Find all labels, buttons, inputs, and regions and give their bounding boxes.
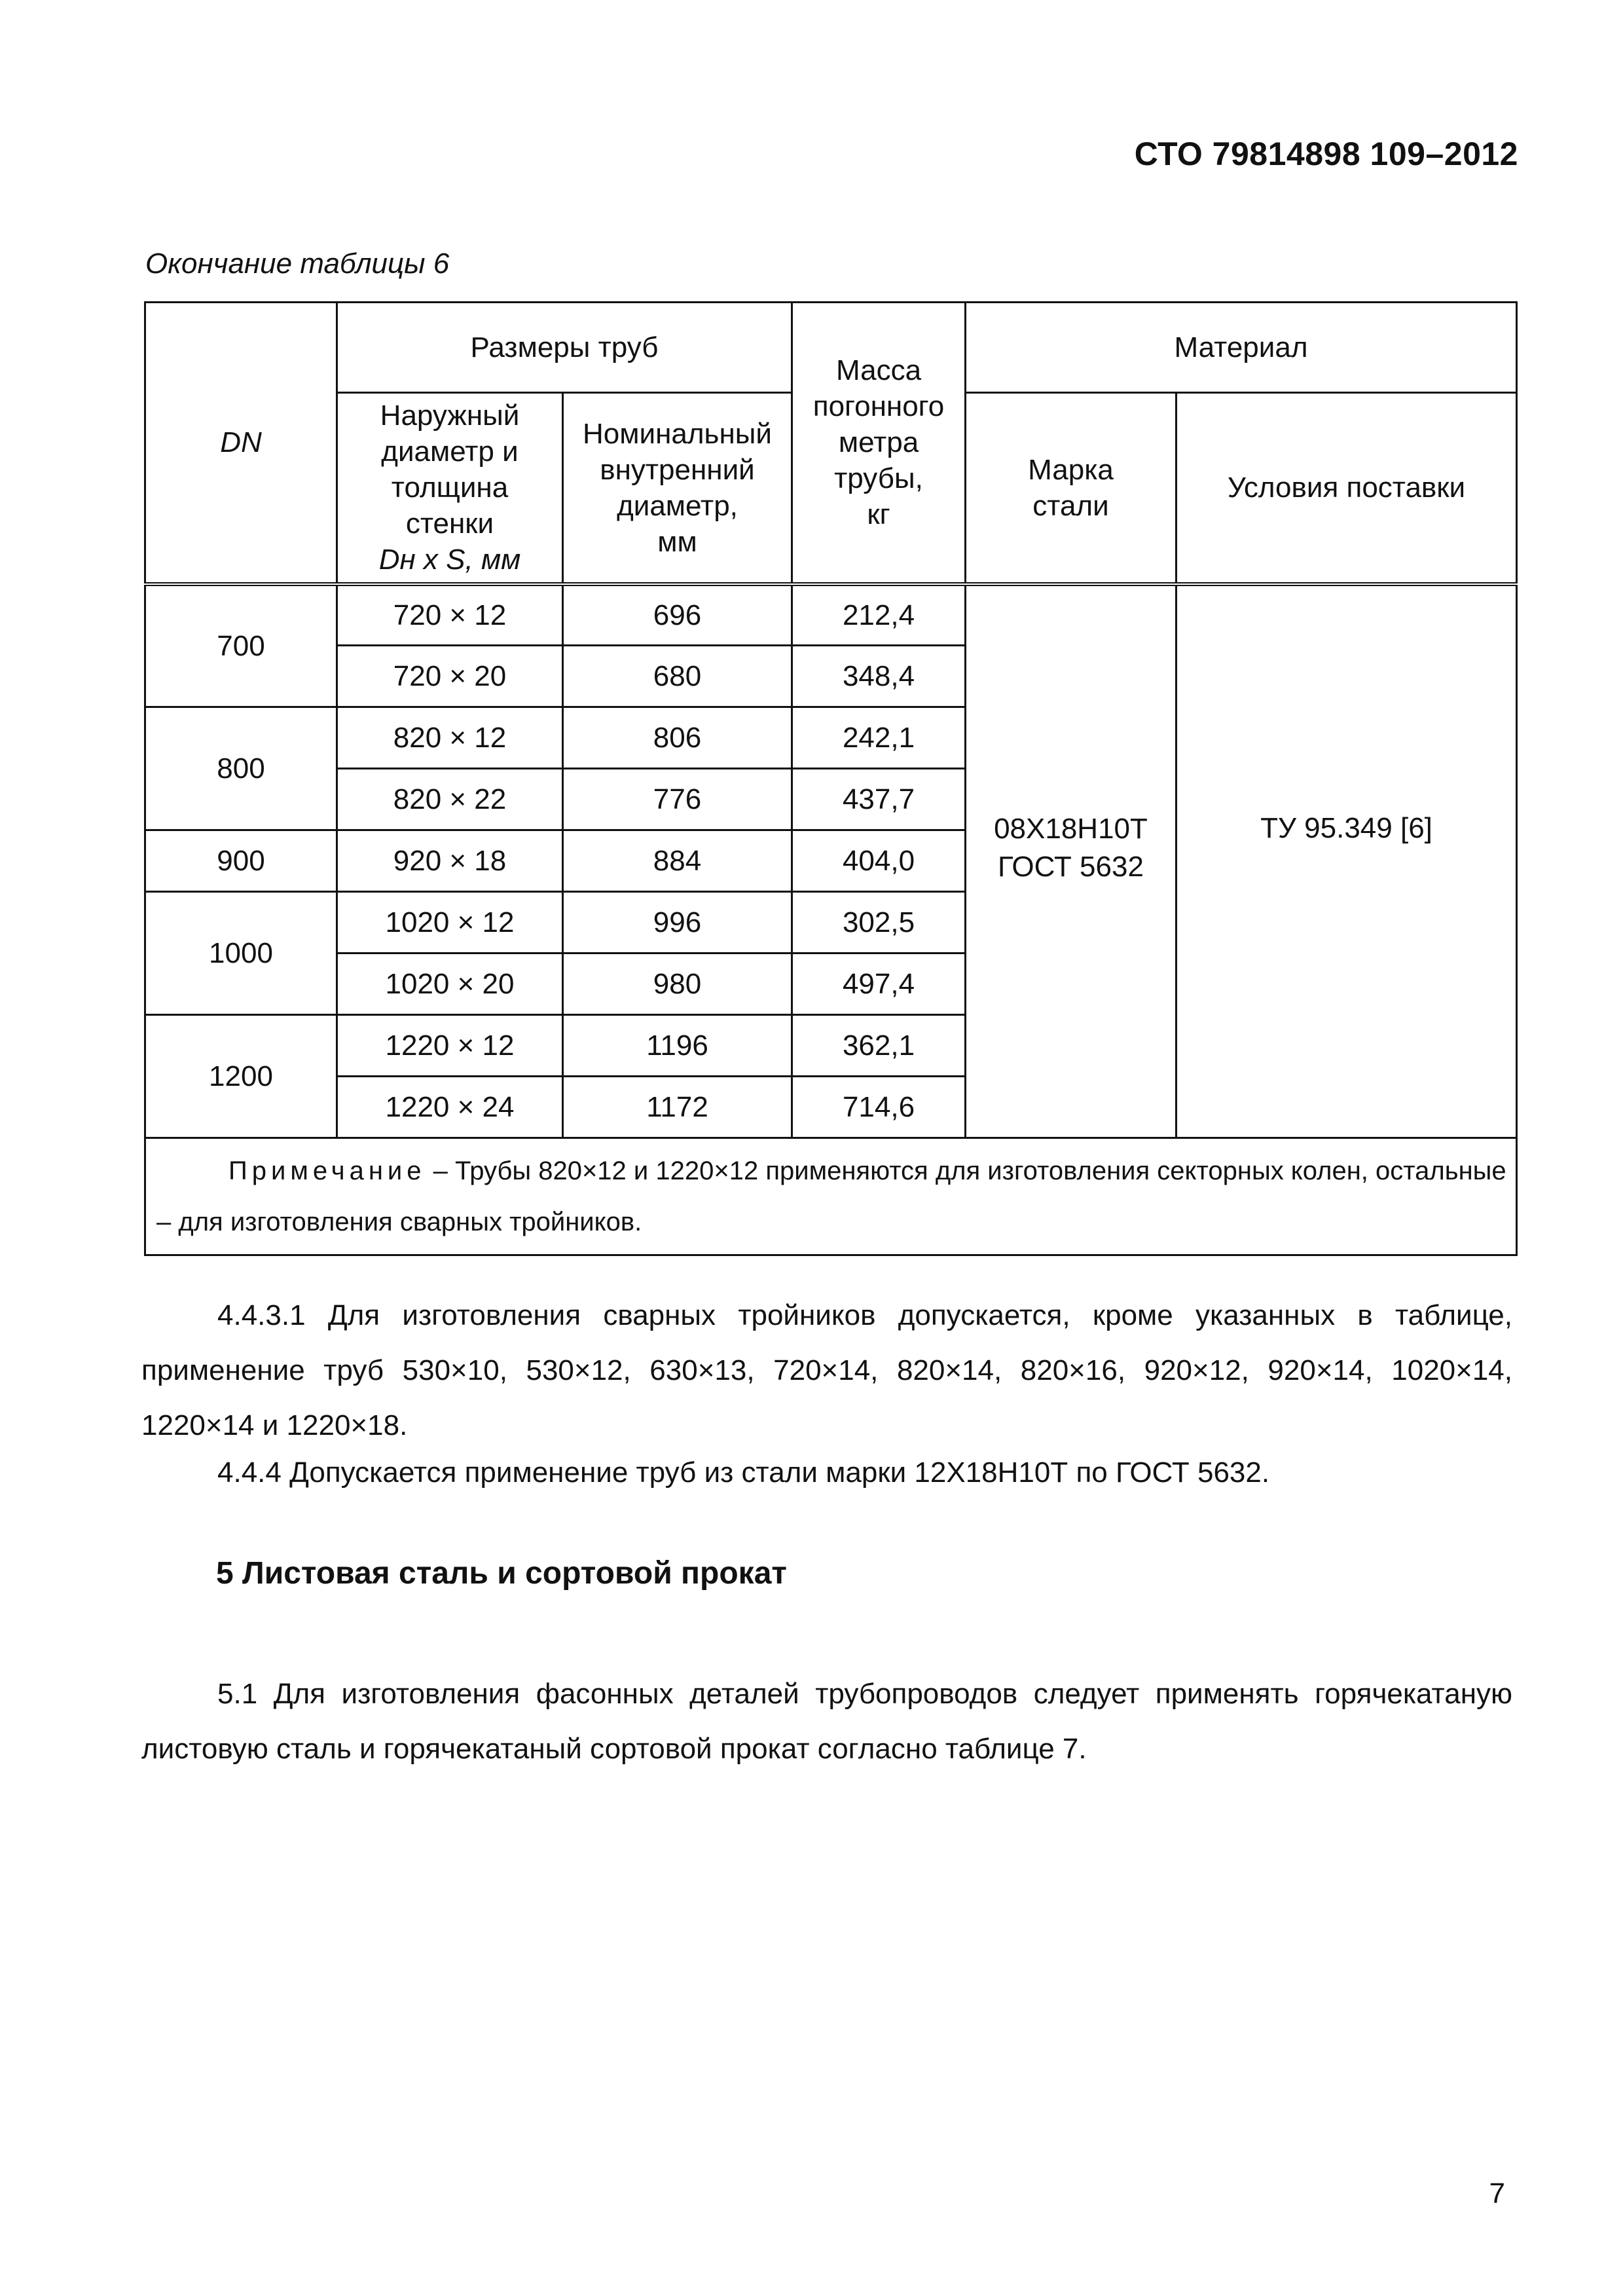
mass-cell: 302,5 bbox=[792, 892, 966, 954]
page-number: 7 bbox=[1489, 2177, 1505, 2210]
mass-cell: 348,4 bbox=[792, 646, 966, 707]
header-pipe-sizes: Размеры труб bbox=[337, 303, 792, 393]
document-code: СТО 79814898 109–2012 bbox=[1134, 136, 1518, 172]
table-note-row bbox=[145, 1138, 1517, 1255]
header-dn: DN bbox=[145, 303, 337, 584]
inner-cell: 980 bbox=[563, 954, 792, 1015]
size-cell: 720 × 12 bbox=[337, 584, 563, 646]
table-note bbox=[145, 1138, 1517, 1255]
note-label: Примечание bbox=[228, 1157, 426, 1185]
header-material: Материал bbox=[966, 303, 1517, 393]
dn-cell: 900 bbox=[145, 830, 337, 892]
size-cell: 920 × 18 bbox=[337, 830, 563, 892]
mass-cell: 362,1 bbox=[792, 1015, 966, 1077]
size-cell: 1220 × 12 bbox=[337, 1015, 563, 1077]
header-steel-grade: Марка стали bbox=[966, 393, 1176, 584]
paragraph-4-4-3-1: 4.4.3.1 Для изготовления сварных тройников допускается, кроме указанных в таблице, применение труб 530×10, 530×12, 630×13, 720×14, 820×14, 820×16, 920×12, 920×14, 1020×14, 1220×14 и 1220×18. bbox=[141, 1299, 1512, 1441]
header-inner-diameter: Номинальный внутренний диаметр, мм bbox=[563, 393, 792, 584]
mass-cell: 404,0 bbox=[792, 830, 966, 892]
note-text: – Трубы 820×12 и 1220×12 применяются для изготовления секторных колен, остальные – для изготовления сварных тройников. bbox=[156, 1157, 1506, 1236]
inner-cell: 806 bbox=[563, 707, 792, 769]
dn-cell: 800 bbox=[145, 707, 337, 830]
size-cell: 1020 × 20 bbox=[337, 954, 563, 1015]
mass-cell: 714,6 bbox=[792, 1077, 966, 1138]
header-delivery-conditions: Условия поставки bbox=[1176, 393, 1517, 584]
size-cell: 1020 × 12 bbox=[337, 892, 563, 954]
paragraph-4-4-4: 4.4.4 Допускается применение труб из стали марки 12Х18Н10Т по ГОСТ 5632. bbox=[217, 1456, 1270, 1489]
dn-cell: 1000 bbox=[145, 892, 337, 1015]
inner-cell: 696 bbox=[563, 584, 792, 646]
mass-cell: 497,4 bbox=[792, 954, 966, 1015]
inner-cell: 680 bbox=[563, 646, 792, 707]
header-mass: Масса погонного метра трубы, кг bbox=[792, 303, 966, 584]
dn-cell: 1200 bbox=[145, 1015, 337, 1138]
header-outer-diameter: Наружный диаметр и толщина стенки Dн x S, мм bbox=[337, 393, 563, 584]
pipe-table bbox=[144, 301, 1518, 1256]
inner-cell: 996 bbox=[563, 892, 792, 954]
mass-cell: 212,4 bbox=[792, 584, 966, 646]
mass-cell: 242,1 bbox=[792, 707, 966, 769]
mass-cell: 437,7 bbox=[792, 769, 966, 830]
table-row bbox=[145, 584, 1517, 646]
section-5-heading: 5 Листовая сталь и сортовой прокат bbox=[216, 1556, 787, 1591]
size-cell: 720 × 20 bbox=[337, 646, 563, 707]
paragraph-5-1: 5.1 Для изготовления фасонных деталей трубопроводов следует применять горячекатаную листовую сталь и горячекатаный сортовой прокат согласно таблице 7. bbox=[141, 1678, 1512, 1765]
table-caption: Окончание таблицы 6 bbox=[145, 248, 450, 280]
inner-cell: 776 bbox=[563, 769, 792, 830]
inner-cell: 1196 bbox=[563, 1015, 792, 1077]
inner-cell: 884 bbox=[563, 830, 792, 892]
size-cell: 1220 × 24 bbox=[337, 1077, 563, 1138]
dn-cell: 700 bbox=[145, 584, 337, 707]
inner-cell: 1172 bbox=[563, 1077, 792, 1138]
size-cell: 820 × 22 bbox=[337, 769, 563, 830]
delivery-conditions-cell: ТУ 95.349 [6] bbox=[1176, 584, 1517, 1138]
steel-grade-cell: 08Х18Н10Т ГОСТ 5632 bbox=[966, 584, 1176, 1138]
size-cell: 820 × 12 bbox=[337, 707, 563, 769]
